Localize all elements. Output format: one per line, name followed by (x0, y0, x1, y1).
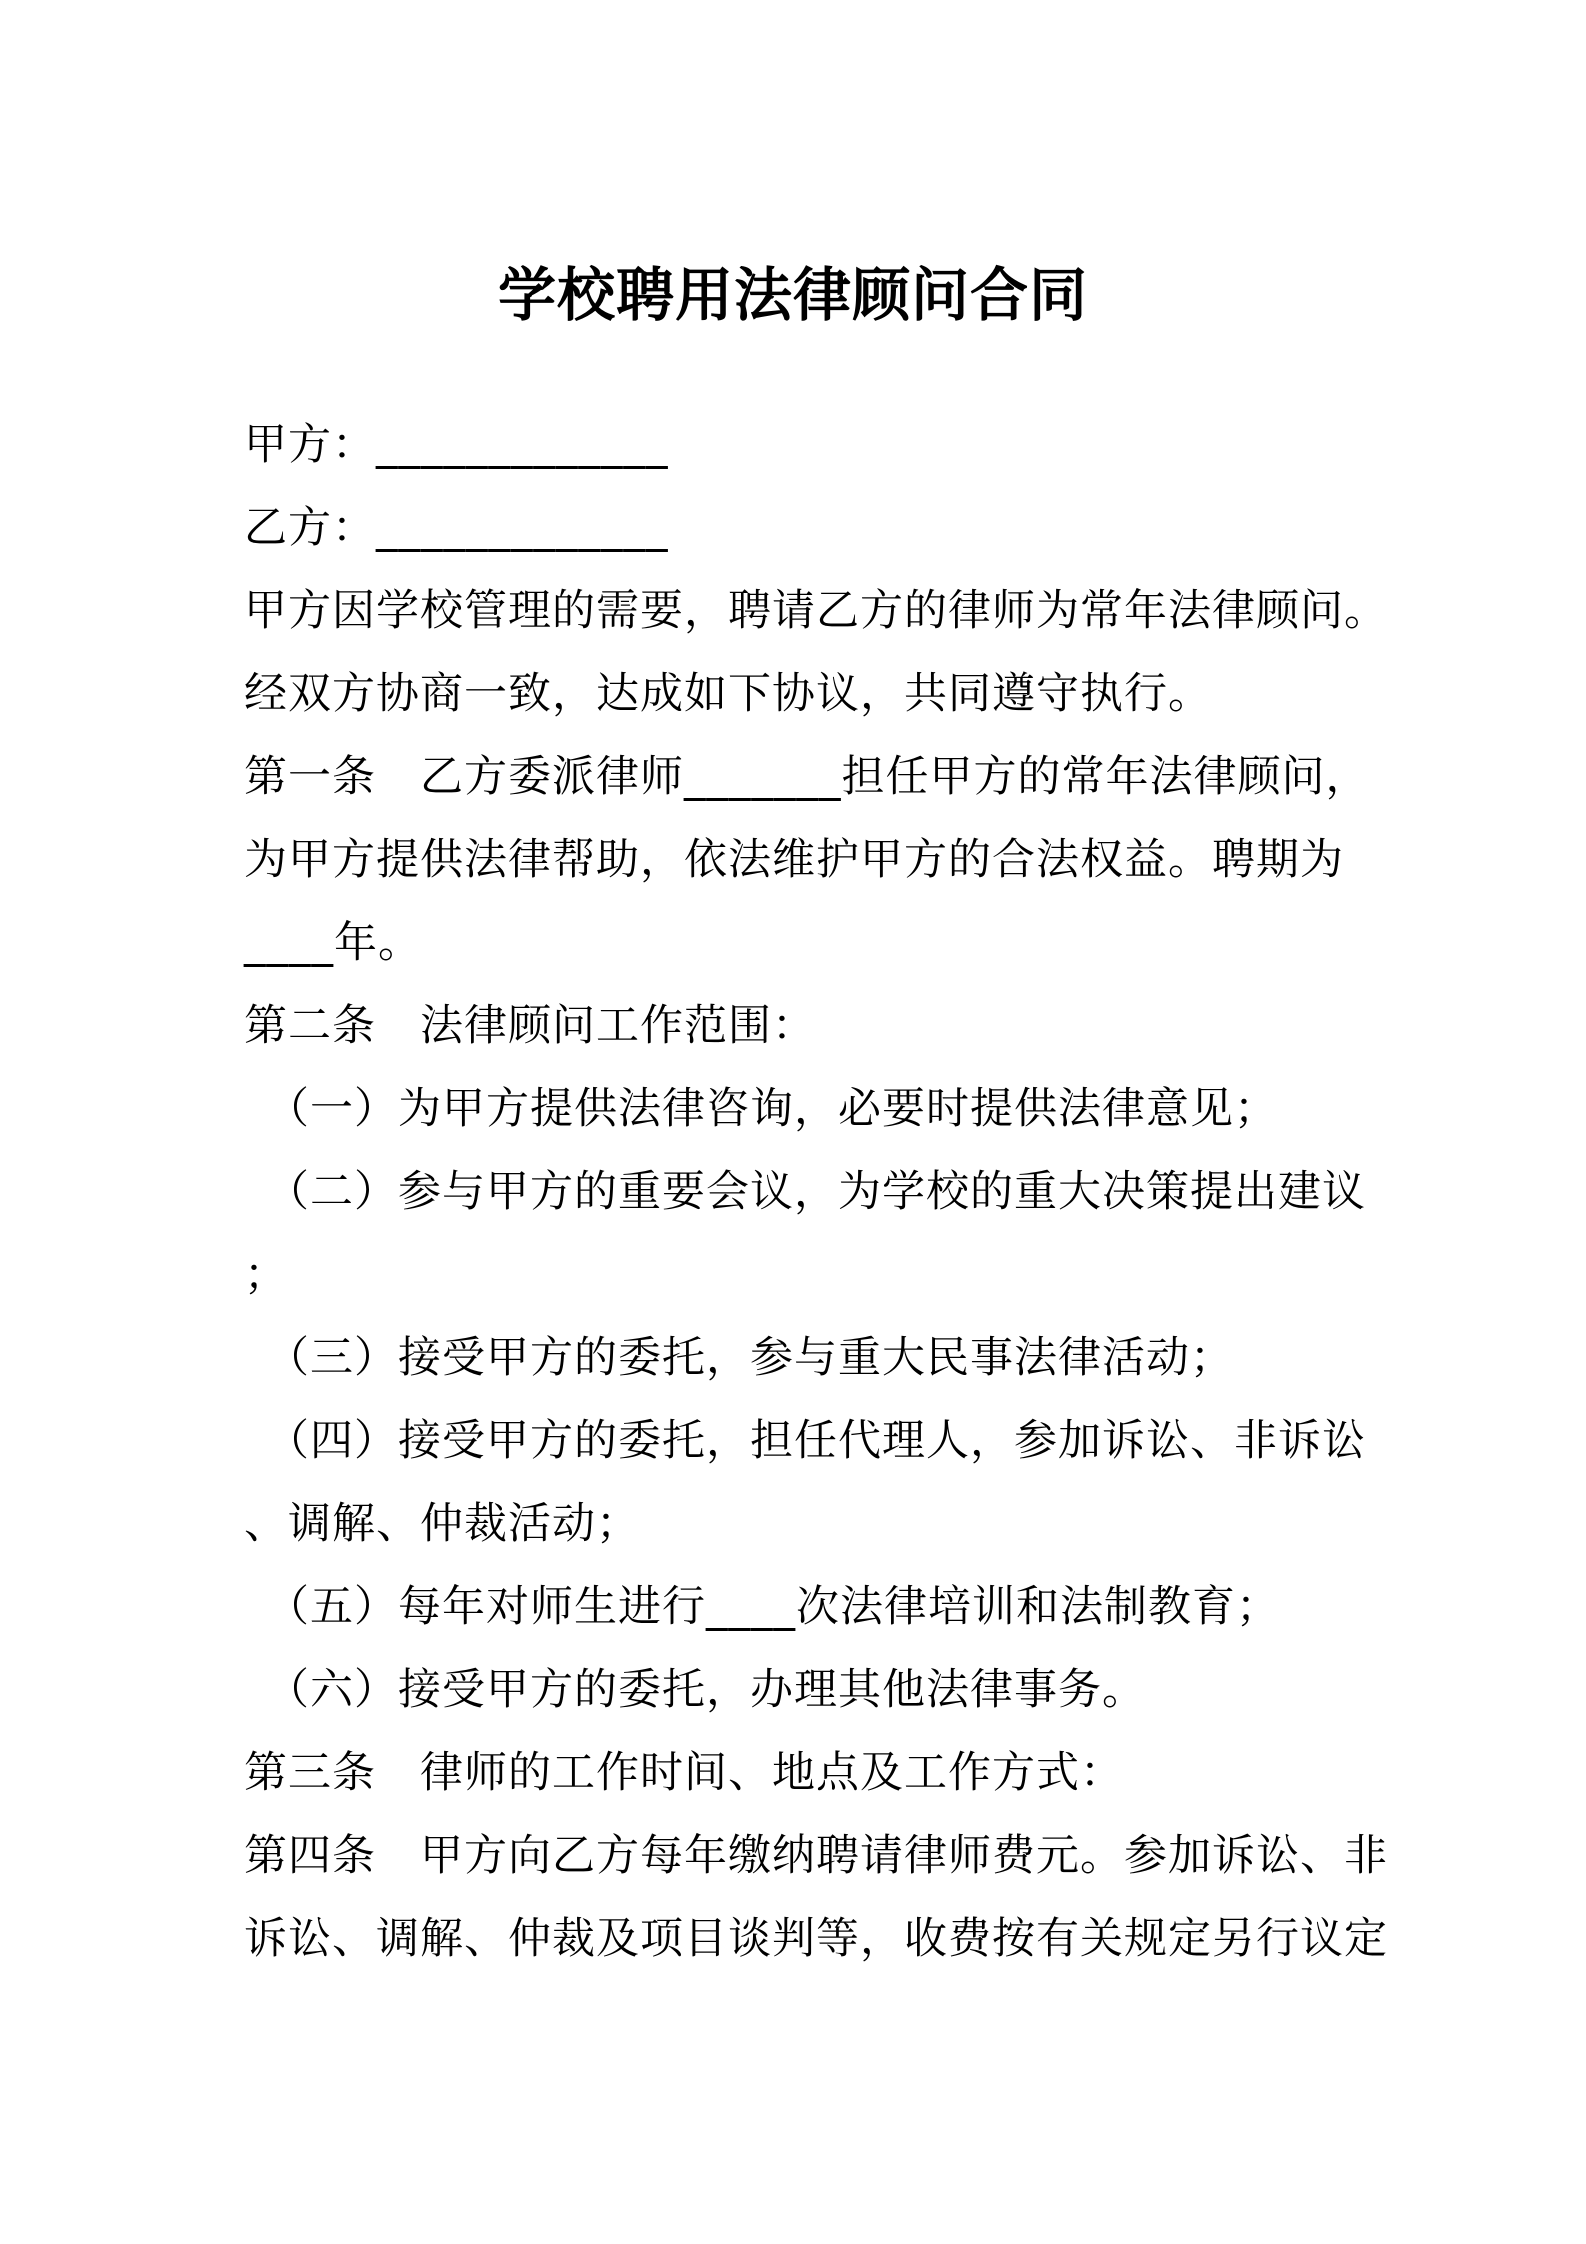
preamble-line-2: 经双方协商一致，达成如下协议，共同遵守执行。 (244, 669, 1212, 719)
article-3-heading: 第三条 律师的工作时间、地点及工作方式： (244, 1748, 1124, 1798)
article-1-line-2: 为甲方提供法律帮助，依法维护甲方的合法权益。聘期为 (244, 835, 1344, 885)
article-4-line-1: 第四条 甲方向乙方每年缴纳聘请律师费元。参加诉讼、非 (244, 1831, 1388, 1881)
article-2-item-2-continued: ； (244, 1250, 288, 1300)
article-4-line-2: 诉讼、调解、仲裁及项目谈判等，收费按有关规定另行议定 (244, 1914, 1388, 1964)
preamble-line-1: 甲方因学校管理的需要，聘请乙方的律师为常年法律顾问。 (244, 586, 1388, 636)
article-1-line-3: ____年。 (244, 918, 422, 968)
article-2-item-1: （一）为甲方提供法律咨询，必要时提供法律意见； (266, 1084, 1278, 1134)
article-1-line-1: 第一条 乙方委派律师_______担任甲方的常年法律顾问， (244, 752, 1370, 802)
article-2-item-5: （五）每年对师生进行____次法律培训和法制教育； (266, 1582, 1280, 1632)
party-a-line: 甲方：_____________ (244, 420, 669, 470)
document-body (244, 404, 1388, 1981)
article-2-item-3: （三）接受甲方的委托，参与重大民事法律活动； (266, 1333, 1234, 1383)
article-2-heading: 第二条 法律顾问工作范围： (244, 1001, 816, 1051)
party-b-line: 乙方：_____________ (244, 503, 669, 553)
article-2-item-2: （二）参与甲方的重要会议，为学校的重大决策提出建议 (266, 1167, 1366, 1217)
article-2-item-4: （四）接受甲方的委托，担任代理人，参加诉讼、非诉讼 (266, 1416, 1366, 1466)
article-2-item-6: （六）接受甲方的委托，办理其他法律事务。 (266, 1665, 1146, 1715)
article-2-item-4-continued: 、调解、仲裁活动； (244, 1499, 640, 1549)
document-title: 学校聘用法律顾问合同 (497, 261, 1088, 329)
